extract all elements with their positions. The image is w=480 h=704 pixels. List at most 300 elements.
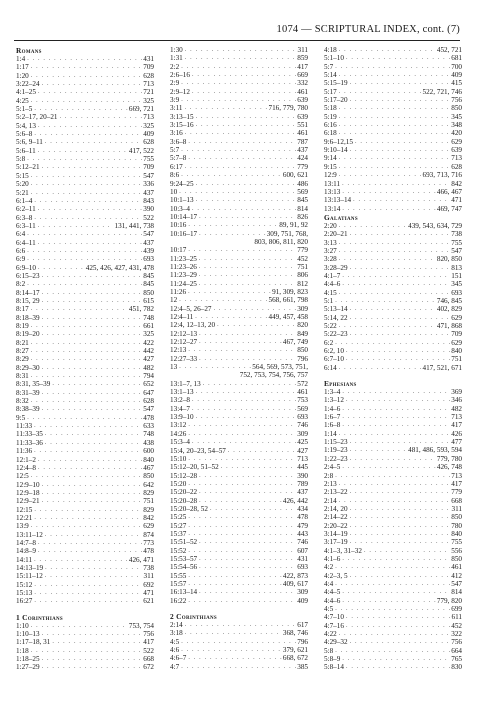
index-entry <box>16 647 154 655</box>
verse-reference: 15:27 <box>170 521 187 530</box>
index-entry <box>324 364 462 372</box>
index-entry <box>170 305 308 313</box>
verse-reference: 11:33–36 <box>16 438 43 447</box>
page-numbers: 850 <box>143 472 154 481</box>
dot-leader <box>31 305 128 313</box>
index-entry <box>324 71 462 79</box>
page-numbers: 709 <box>143 63 154 72</box>
index-entry <box>16 197 154 205</box>
dot-leader <box>188 430 296 438</box>
page-numbers: 426, 471 <box>128 555 154 564</box>
dot-leader <box>181 638 296 646</box>
index-entry <box>170 330 308 338</box>
verse-reference: 13:2–8 <box>170 396 190 405</box>
index-entry <box>324 129 462 137</box>
page-numbers: 826 <box>297 212 308 221</box>
index-entry <box>16 447 154 455</box>
index-entry <box>170 388 308 396</box>
page-numbers: 547 <box>451 579 462 588</box>
page-numbers: 629 <box>143 522 154 531</box>
index-entry <box>324 222 462 230</box>
index-entry <box>324 305 462 313</box>
index-entry <box>170 280 308 288</box>
index-entry <box>170 588 308 596</box>
page-numbers: 486 <box>297 179 308 188</box>
verse-reference: 5:7 <box>324 62 334 71</box>
page-numbers: 669, 721 <box>128 105 154 114</box>
index-entry <box>170 547 308 555</box>
dot-leader <box>179 363 251 371</box>
verse-reference: 15:12 <box>16 580 33 589</box>
index-entry <box>170 230 308 238</box>
page-numbers: 426 <box>451 429 462 438</box>
dot-leader <box>350 538 451 546</box>
index-entry <box>170 538 308 546</box>
verse-reference: 4:1–25 <box>16 88 36 97</box>
page-numbers: 479 <box>297 521 308 530</box>
index-entry <box>324 472 462 480</box>
index-entry <box>324 79 462 87</box>
page-numbers: 850 <box>297 346 308 355</box>
dot-leader <box>199 355 296 363</box>
index-entry <box>16 531 154 539</box>
index-entry <box>16 572 154 580</box>
page-numbers: 437 <box>297 146 308 155</box>
verse-reference: 13:12 <box>170 421 187 430</box>
dot-leader <box>199 330 296 338</box>
dot-leader <box>31 372 142 380</box>
dot-leader <box>188 530 296 538</box>
verse-reference: 12:12–13 <box>170 329 198 338</box>
index-entry <box>324 497 462 505</box>
index-entry <box>16 355 154 363</box>
verse-reference: 3:18 <box>170 629 183 638</box>
dot-leader <box>38 239 143 247</box>
verse-reference: 5:21 <box>16 188 29 197</box>
verse-reference: 5:22 <box>324 322 337 330</box>
verse-reference: 3:15–16 <box>170 121 194 130</box>
verse-reference: 8:29–30 <box>16 363 40 372</box>
page-numbers: 611 <box>451 613 462 622</box>
page-numbers: 390 <box>143 205 154 214</box>
verse-reference: 15:20 <box>170 479 187 488</box>
verse-reference: 5:1–10 <box>324 54 344 63</box>
dot-leader <box>199 213 296 221</box>
dot-leader <box>342 463 435 471</box>
dot-leader <box>192 396 296 404</box>
page-numbers: 813 <box>451 263 462 272</box>
page-numbers: 693, 713, 716 <box>422 171 462 180</box>
page-numbers: 668 <box>451 496 462 505</box>
verse-reference: 1:4–6 <box>324 404 341 413</box>
index-entry <box>170 113 308 121</box>
index-entry <box>324 63 462 71</box>
index-entry <box>170 629 308 637</box>
index-entry <box>324 314 462 322</box>
index-entry <box>170 255 308 263</box>
verse-reference: 12:4–11 <box>170 313 194 321</box>
page-numbers: 850 <box>451 104 462 113</box>
index-entry <box>170 71 308 79</box>
page-numbers: 564, 569, 573, 751, <box>252 363 308 372</box>
verse-reference: 5:6, 9–11 <box>16 138 43 147</box>
page-numbers: 668, 672 <box>282 654 308 663</box>
page-numbers: 322 <box>451 630 462 639</box>
index-entry <box>16 205 154 213</box>
page-numbers: 461 <box>297 129 308 138</box>
verse-reference: 13:11 <box>324 179 341 188</box>
page-numbers: 461 <box>451 563 462 572</box>
dot-leader <box>42 497 143 505</box>
index-entry <box>170 621 308 629</box>
index-entry <box>16 655 154 663</box>
dot-leader <box>350 513 451 521</box>
index-entry <box>324 638 462 646</box>
verse-reference: 3:6–8 <box>170 137 187 146</box>
index-entry <box>16 113 154 121</box>
verse-reference: 4:25 <box>16 96 29 105</box>
page-numbers: 845 <box>297 196 308 205</box>
verse-reference: 15:12–20, 51–52 <box>170 463 219 472</box>
index-entry <box>170 663 308 671</box>
verse-reference: 15:51–52 <box>170 538 198 547</box>
index-entry <box>16 305 154 313</box>
page-numbers: 438 <box>143 438 154 447</box>
dot-leader <box>181 646 282 654</box>
page-numbers: 131, 441, 738 <box>114 221 154 230</box>
index-entry <box>16 522 154 530</box>
page-numbers: 452 <box>297 254 308 263</box>
verse-reference: 3:28–29 <box>324 263 348 272</box>
page-numbers: 415 <box>451 79 462 88</box>
verse-reference: 6:9 <box>16 255 26 264</box>
index-entry <box>324 505 462 513</box>
index-entry <box>324 247 462 255</box>
page-numbers: 471 <box>451 196 462 205</box>
index-entry <box>170 138 308 146</box>
index-entry <box>324 46 462 54</box>
page-numbers: 699 <box>451 605 462 613</box>
verse-reference: 9:14 <box>324 154 337 163</box>
dot-leader <box>38 456 142 464</box>
dot-leader <box>188 421 296 429</box>
index-entry <box>16 597 154 605</box>
verse-reference: 4:2–3, 5 <box>324 571 348 580</box>
dot-leader <box>42 655 143 663</box>
verse-reference: 11:33–35 <box>16 430 43 439</box>
page-numbers: 417 <box>143 638 154 647</box>
page-numbers: 713 <box>297 454 308 463</box>
dot-leader <box>342 413 450 421</box>
verse-reference: 5:2–17, 20–21 <box>16 113 58 122</box>
dot-leader <box>42 364 143 372</box>
index-entry <box>324 463 462 471</box>
dot-leader <box>339 104 450 112</box>
dot-leader <box>42 405 143 413</box>
page-numbers: 442 <box>143 347 154 356</box>
verse-reference: 11:33 <box>16 422 33 431</box>
index-entry <box>170 396 308 404</box>
verse-reference: 15:11–12 <box>16 572 43 581</box>
index-entry <box>324 113 462 121</box>
verse-reference: 3:13–15 <box>170 112 194 121</box>
dot-leader <box>185 129 296 137</box>
page-numbers: 796 <box>297 637 308 646</box>
verse-reference: 15:13 <box>16 589 33 597</box>
page-numbers: 309 <box>297 304 308 313</box>
page-numbers: 551 <box>297 121 308 130</box>
page-numbers: 417 <box>451 421 462 430</box>
dot-leader <box>31 72 142 80</box>
index-entry <box>170 413 308 421</box>
dot-leader <box>199 230 266 238</box>
verse-reference: 2:20 <box>324 221 337 230</box>
dot-leader <box>346 622 450 630</box>
index-entry <box>16 88 154 96</box>
page-numbers: 751 <box>143 497 154 506</box>
verse-reference: 4:4–5 <box>324 588 341 597</box>
verse-reference: 5:8–9 <box>324 655 341 664</box>
verse-reference: 13:13–14 <box>324 196 352 205</box>
dot-leader <box>350 305 436 313</box>
page-numbers: 779, 780 <box>436 454 462 463</box>
page-numbers: 409, 617 <box>282 580 308 588</box>
verse-reference: 1:6–8 <box>324 421 341 430</box>
index-entry <box>170 213 308 221</box>
page-numbers: 849 <box>297 329 308 338</box>
verse-reference: 3:9 <box>170 96 180 105</box>
verse-reference: 6:9–10 <box>16 263 36 272</box>
verse-reference: 15:20–28, 52 <box>170 504 208 513</box>
dot-leader <box>38 547 142 555</box>
dot-leader <box>42 289 143 297</box>
page-numbers: 756 <box>143 630 154 639</box>
dot-leader <box>196 113 297 121</box>
page-numbers: 522, 721, 746 <box>422 87 462 96</box>
verse-reference: 4:1–6 <box>324 554 341 563</box>
verse-reference: 12:21 <box>16 513 33 522</box>
verse-reference: 2:14, 20 <box>324 504 348 513</box>
verse-reference: 6:4 <box>16 230 26 239</box>
page-numbers: 402, 829 <box>436 305 462 314</box>
verse-reference: 8:19–20 <box>16 330 40 339</box>
page-numbers: 522 <box>143 213 154 222</box>
dot-leader <box>38 264 85 272</box>
index-entry <box>16 97 154 105</box>
page-numbers: 547 <box>143 405 154 414</box>
page-numbers: 753 <box>297 396 308 405</box>
verse-reference: 3:11 <box>170 104 183 113</box>
verse-reference: 4:4–6 <box>324 596 341 605</box>
verse-reference: 5:8–14 <box>324 663 344 672</box>
dot-leader <box>38 222 114 230</box>
dot-leader <box>192 438 296 446</box>
dot-leader <box>31 622 128 630</box>
verse-reference: 9:24–25 <box>170 179 194 188</box>
dot-leader <box>339 46 436 54</box>
page-numbers: 615 <box>143 296 154 305</box>
dot-leader <box>335 580 450 588</box>
page-numbers: 409 <box>451 71 462 80</box>
index-entry <box>324 180 462 188</box>
section-gap <box>324 372 462 379</box>
verse-reference: 5:6–8 <box>16 130 33 139</box>
index-entry <box>170 638 308 646</box>
page-numbers: 692 <box>143 580 154 589</box>
index-entry <box>16 189 154 197</box>
page-numbers: 449, 457, 458 <box>268 313 308 321</box>
page-numbers: 309 <box>297 588 308 597</box>
page-numbers: 325 <box>143 121 154 130</box>
verse-reference: 14:13–19 <box>16 563 44 572</box>
index-entry <box>324 96 462 104</box>
index-entry <box>324 563 462 571</box>
index-entry <box>324 272 462 280</box>
page-numbers: 600 <box>143 447 154 456</box>
page-numbers: 779 <box>297 162 308 171</box>
page-numbers: 746 <box>297 538 308 547</box>
verse-reference: 6:18 <box>324 129 337 138</box>
verse-reference: 9:15 <box>324 162 337 171</box>
index-entry <box>170 522 308 530</box>
index-entry <box>324 255 462 263</box>
dot-leader <box>350 488 451 496</box>
verse-reference: 15:37 <box>170 529 187 538</box>
verse-reference: 8:21 <box>16 338 29 347</box>
dot-leader <box>339 430 450 438</box>
index-entry <box>16 63 154 71</box>
verse-reference: 6:16 <box>324 121 337 130</box>
verse-reference: 5:19 <box>324 112 337 121</box>
index-entry <box>16 230 154 238</box>
index-entry <box>324 597 462 605</box>
page-numbers: 661 <box>143 322 154 330</box>
dot-leader <box>196 388 297 396</box>
index-entry <box>324 88 462 96</box>
verse-reference: 11:36 <box>16 447 33 456</box>
dot-leader <box>31 172 142 180</box>
verse-reference: 13:11–12 <box>16 530 43 539</box>
page-numbers: 628 <box>143 138 154 147</box>
verse-reference: 11:23–26 <box>170 262 197 271</box>
dot-leader <box>185 46 297 54</box>
index-entry <box>324 280 462 288</box>
page-numbers: 345 <box>451 112 462 121</box>
page-numbers: 850 <box>451 554 462 563</box>
dot-leader <box>188 597 296 605</box>
dot-leader <box>228 447 296 455</box>
index-entry <box>16 239 154 247</box>
dot-leader <box>342 555 450 563</box>
index-entry <box>170 271 308 279</box>
page-numbers: 427 <box>297 446 308 455</box>
index-entry <box>170 572 308 580</box>
index-entry <box>16 514 154 522</box>
verse-reference: 13:9 <box>16 522 29 531</box>
dot-leader <box>188 154 296 162</box>
dot-leader <box>339 121 450 129</box>
dot-leader <box>42 330 143 338</box>
dot-leader <box>346 663 450 671</box>
page-numbers: 639 <box>297 96 308 105</box>
dot-leader <box>34 214 142 222</box>
index-entry <box>16 314 154 322</box>
index-entry <box>170 188 308 196</box>
verse-reference: 13 <box>170 363 178 372</box>
dot-leader <box>42 389 143 397</box>
page-numbers: 434 <box>297 504 308 513</box>
dot-leader <box>188 513 296 521</box>
page-numbers: 379, 621 <box>282 646 308 655</box>
page-numbers: 820, 850 <box>436 255 462 264</box>
dot-leader <box>217 321 296 329</box>
page-numbers: 482 <box>451 404 462 413</box>
index-entry-continuation <box>170 371 308 379</box>
index-entry <box>170 338 308 346</box>
verse-reference: 14:11 <box>16 555 33 564</box>
verse-reference: 1:6–7 <box>324 413 341 422</box>
page-numbers: 842 <box>451 179 462 188</box>
page-numbers: 748 <box>143 430 154 439</box>
verse-reference: 16:22 <box>170 596 187 605</box>
index-entry <box>16 55 154 63</box>
dot-leader <box>339 154 450 162</box>
index-entry <box>324 205 462 213</box>
dot-leader <box>346 355 450 363</box>
verse-reference: 2:6–16 <box>170 71 190 80</box>
verse-reference: 8:38–39 <box>16 405 40 414</box>
dot-leader <box>38 147 128 155</box>
verse-reference: 8:2 <box>16 280 26 289</box>
verse-reference: 6:17 <box>170 162 183 171</box>
page-numbers: 755 <box>451 538 462 547</box>
header-rule <box>14 40 460 41</box>
dot-leader <box>188 522 296 530</box>
page-numbers: 820 <box>297 321 308 330</box>
page-numbers: 746 <box>297 421 308 430</box>
dot-leader <box>199 488 296 496</box>
dot-leader <box>34 105 127 113</box>
page-numbers: 547 <box>143 171 154 180</box>
page-numbers: 806 <box>297 271 308 280</box>
page-numbers: 672 <box>143 663 154 672</box>
verse-reference: 10:16 <box>170 221 187 230</box>
page-numbers: 779, 820 <box>436 596 462 605</box>
page-numbers: 369 <box>451 388 462 397</box>
index-entry <box>16 638 154 646</box>
page-numbers: 431 <box>297 554 308 563</box>
dot-leader <box>45 430 142 438</box>
verse-reference: 13:13 <box>324 187 341 196</box>
page-numbers: 481, 486, 593, 594 <box>408 446 462 455</box>
dot-leader <box>31 472 142 480</box>
index-entry <box>324 547 462 555</box>
page-numbers: 451, 782 <box>128 305 154 314</box>
dot-leader <box>335 647 450 655</box>
page-numbers: 425, 426, 427, 431, 478 <box>85 263 154 272</box>
verse-reference: 4:2 <box>324 563 334 572</box>
page-numbers: 642 <box>143 480 154 489</box>
verse-reference: 6:4–11 <box>16 238 36 247</box>
page-numbers: 629 <box>451 338 462 347</box>
verse-reference: 15:55 <box>170 571 187 580</box>
verse-reference: 6:7–10 <box>324 355 344 364</box>
page-numbers: 443 <box>297 529 308 538</box>
book-heading: Romans <box>16 46 42 55</box>
index-entry <box>170 597 308 605</box>
dot-leader <box>339 630 450 638</box>
verse-reference: 13:9–10 <box>170 413 194 422</box>
